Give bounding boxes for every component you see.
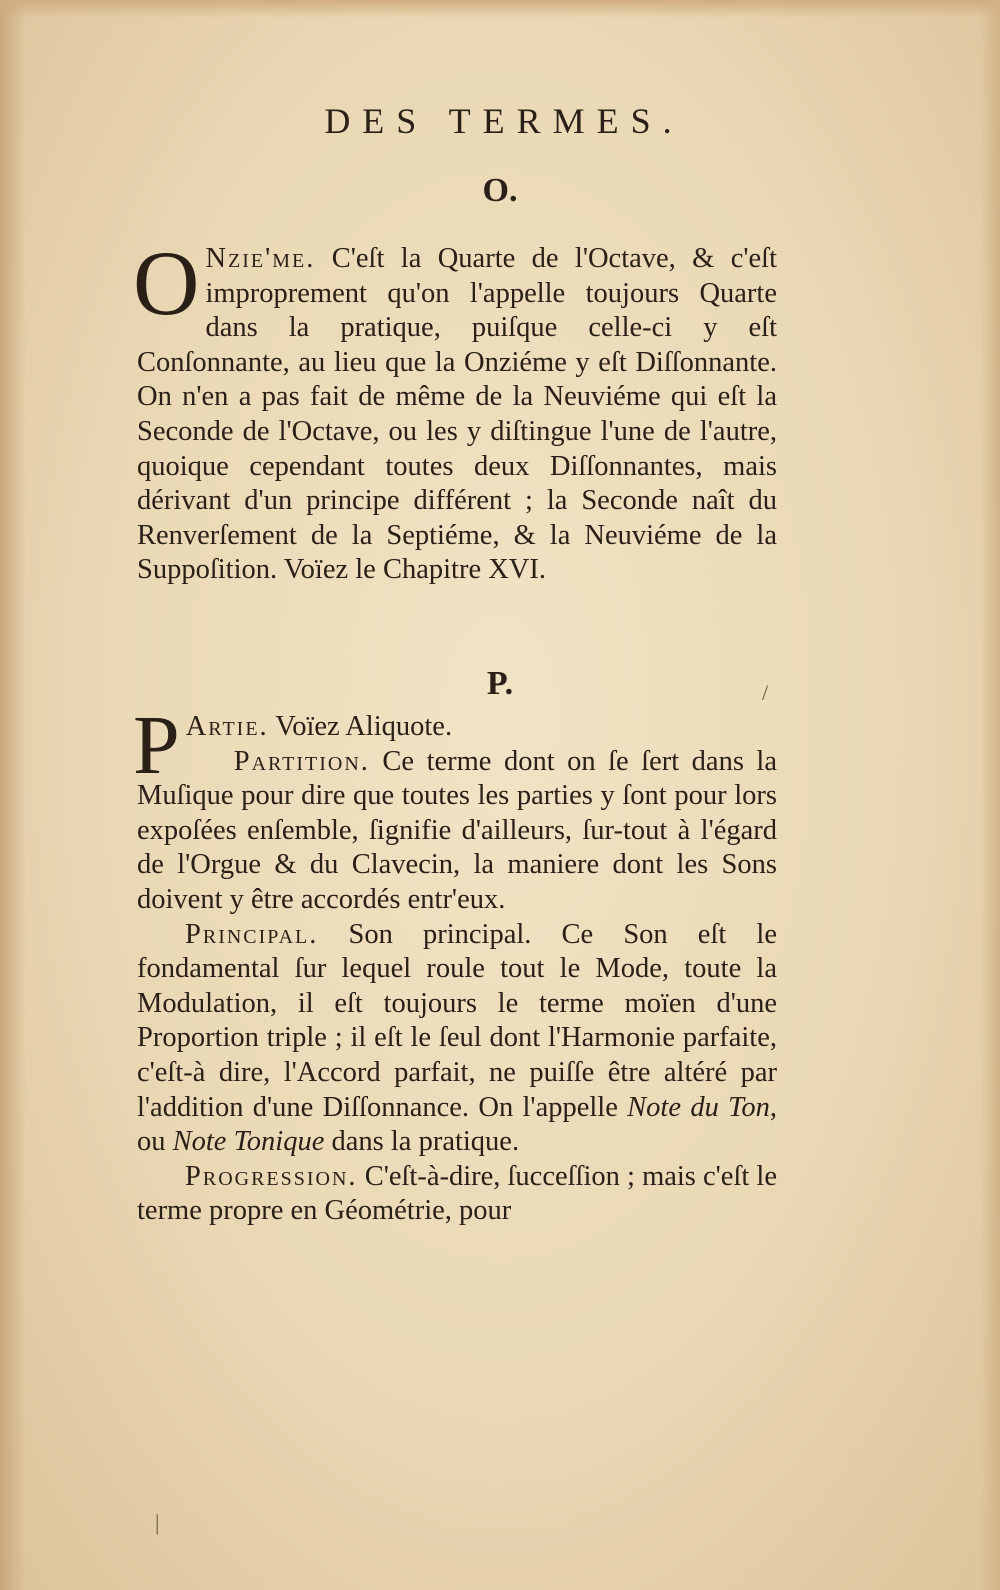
entry-progression [137, 1160, 777, 1229]
term-onzieme: Nzie'me. [205, 243, 316, 274]
term-principal: Principal. [185, 918, 319, 950]
entry-principal [137, 918, 777, 1160]
entry-partition-text: Ce terme dont on ſe ſert dans la Muſique pour dire que toutes les parties y ſont pour lors expoſées enſemble, ſignifie d'ailleurs, ſur-tout à l'égard de l'Orgue & du Clavecin, la maniere dont les Sons doivent y être accordés entr'eux. [137, 745, 777, 915]
section-o-body [133, 232, 777, 588]
page-edge-right [980, 0, 1000, 1590]
entry-principal-text-c: dans la pratique. [324, 1126, 520, 1158]
entry-principal-text-b: , ou [137, 1091, 777, 1158]
running-head: DES TERMES. [324, 101, 684, 141]
section-p-body [133, 699, 777, 1229]
entry-partition [137, 745, 777, 918]
entry-principal-text-a: Son principal. Ce Son eſt le fondamental ſur lequel roule tout le Mode, toute la Modulation, il eſt toujours le terme moïen d'une Proportion triple ; il eſt le ſeul dont l'Harmonie parfaite, c'eſt-à dire, l'Accord parfait, ne puiſſe être altéré par l'addition d'une Diſſonnance. On l'appelle [137, 918, 777, 1123]
dropcap-o: O [133, 232, 200, 334]
term-partition: Partition. [233, 745, 370, 777]
entry-progression-text: C'eſt-à-dire, ſucceſſion ; mais c'eſt le terme propre en Géométrie, pour [137, 1160, 777, 1227]
term-progression: Progression. [185, 1160, 358, 1192]
term-partie: Artie. [185, 711, 269, 742]
page-edge-top [0, 0, 1000, 18]
entry-partie-text: Voïez Aliquote. [268, 711, 453, 742]
entry-onzieme-text: C'eſt la Quarte de l'Octave, & c'eſt improprement qu'on l'appelle toujours Quarte dans la pratique, puiſque celle-ci y eſt Conſonnante, au lieu que la Onziéme y eſt Diſſonnante. On n'en a pas fait de même de la Neuviéme qui eſt la Seconde de l'Octave, ou les y diſtingue l'une de l'autre, quoique cependant toutes deux Diſſonnantes, mais dérivant d'un principe différent ; la Seconde naît du Renverſement de la Septiéme, & la Neuviéme de la Suppoſition. Voïez le Chapitre XVI. [137, 243, 777, 586]
entry-onzieme [133, 232, 777, 588]
stray-mark: / [762, 680, 769, 705]
stray-mark-bottom: | [155, 1510, 160, 1535]
dropcap-p: P [133, 699, 180, 792]
page-edge-left [0, 0, 26, 1590]
entry-principal-italic-1: Note du Ton [627, 1091, 770, 1123]
section-letter-o: O. [482, 172, 518, 209]
section-letter-p: P. [486, 665, 514, 702]
entry-principal-italic-2: Note Tonique [172, 1126, 325, 1158]
